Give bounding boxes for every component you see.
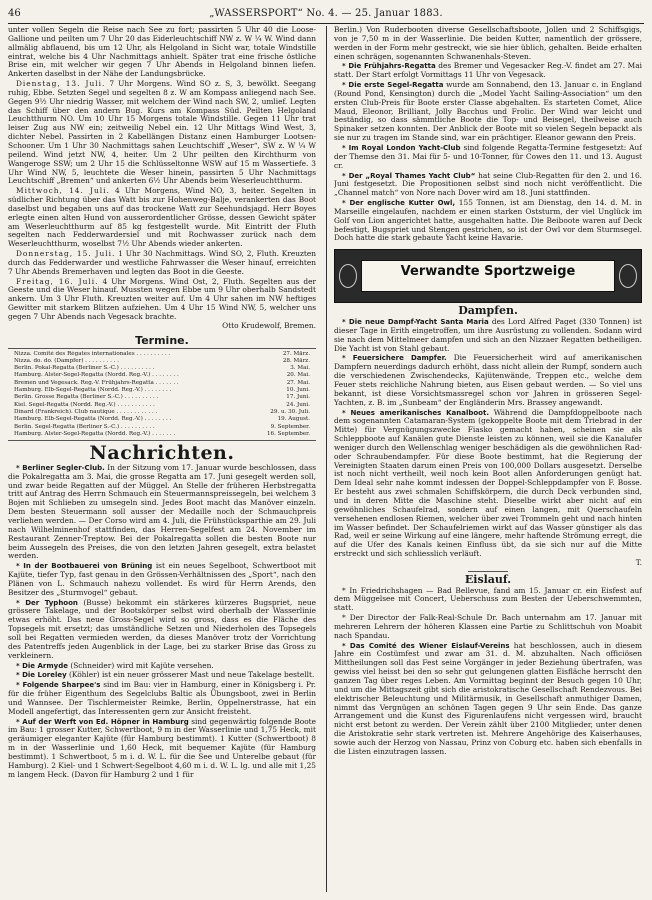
news-item bbox=[8, 671, 316, 680]
section-banner bbox=[334, 249, 642, 303]
news-text: Die Feuersicherheit wird auf amerikanischen Dampfern neuerdings dadurch erhöht, dass nicht allein der Rumpf, sondern auch die verschiedenen Zwischendecks, Kajütenwände, Treppen etc., welche dem Feuer stets reichliche Nahrung bieten, aus Eisen gebaut werden. — So viel uns bekannt, ist diese Vorsichtsmassregel schon vor Jahren in grösseren Segel-Yachten, z. B. im „Sunbeam“ der Engländerin Mrs. Brassey angewandt. bbox=[334, 353, 642, 407]
news-item bbox=[334, 62, 642, 80]
news-text: 155 Tonnen, ist am Dienstag, den 14. d. M. in Marseille eingelaufen, nachdem er einen starken Oststurm, der viel Unglück im Golf von Lion angerichtet hatte, ausgehalten hatte. Die Beiboote waren auf Deck befestigt, Bugspriet und Stengen gestrichen, so ist der Owl vor dem Sturmsegel. Doch hatte die stark gebaute Yacht keine Havarie. bbox=[334, 198, 642, 243]
termine-date: 20. Mai. bbox=[286, 372, 310, 379]
news-lead: * Das Comité des Wiener Eislauf-Vereins bbox=[342, 641, 510, 650]
paragraph-dienstag bbox=[8, 80, 316, 186]
news-text: des Lord Alfred Paget (330 Tonnen) ist dieser Tage in Erith eingetroffen, um ihre Ausrüstung zu vollenden. Sodann wird sie nach dem Mittelmeer dampfen und sich an den Nizzaer Regatten betheiligen. Die Yacht ist von Stahl gebaut. bbox=[334, 317, 642, 353]
news-lead: * Die Loreley bbox=[16, 671, 67, 680]
termine-heading: Termine. bbox=[135, 333, 189, 347]
news-item bbox=[334, 354, 642, 407]
termine-event: Hamburg. Elb-Segel-Regatta (Nordd. Reg.-V.) . . . . . . . . bbox=[14, 416, 172, 423]
running-title: „WASSERSPORT“ No. 4. — 25. Januar 1883. bbox=[209, 8, 443, 19]
termine-date: 27. Mai. bbox=[286, 379, 310, 386]
paragraph-text: 7 Uhr Morgens. Wind SO z. S, 3, bewölkt. Seegang ruhig, Ebbe. Setzten Segel und segelten 8 z. W am Kompass anliegend nach See. Gegen 9½ Uhr niedrig Wasser, mit welchem der Wind nach SW, 2, umlief. Legten das Schiff über den andern Bug. Kurs am Kompass Süd. Peilten Helgoland Leuchtthurm NO. Um 10 Uhr 15 Morgens totale Windstille. Gegen 11 Uhr trat leiser Zug aus NW ein; zeitweilig Nebel ein. 12 Uhr Mittags Wind West, 3, dichter Nebel. Passirten in 2 Kabellängen Distanz einen Hamburger Lootsen-Schooner. Um 1 Uhr 30 Nachmittags sahen Leuchtschiff „Weser“, SW z. W ¼ W peilend. Wind jetzt NW, 4, heiter. Um 2 Uhr peilten den Kirchthurm von Wangeroge SSW; um 2 Uhr 15 die Schlüsseltonne WSW auf 15 m Wassertiefe. 3 Uhr Wind NW, 5, leuchtete die Weser hinein, passirten 5 Uhr Nachmittags Leuchtschiff „Bremen“ und ankerten 6½ Uhr Abends beim Weserleuchtthurm. bbox=[8, 79, 316, 186]
ornament-right-icon bbox=[619, 264, 637, 288]
news-lead: * Der englische Kutter Owl, bbox=[342, 199, 456, 208]
termine-row bbox=[8, 424, 316, 431]
termine-row bbox=[8, 380, 316, 387]
news-text: Während die Dampfdoppelboote nach dem sogenannten Catamaran-System (gekoppelte Boote mit dem Triebrad in der Mitte) für Vergnügungszwecke Fiasko gemacht haben, scheinen sie als Schleppboote auf Kanälen gute Dienste leisten zu können, weil sie die Kanalufer weniger durch den Wellenschlag weniger beschädigen als die gewöhnlichen Rad- oder Schraubendampfer. Für diese Boote bestimmt, hat die Regierung der Vereinigten Staaten darum einen Preis von 100,000 Dollars ausgesetzt. Derselbe ist noch nicht vertheilt, weil noch kein Boot allen Anforderungen genügt hat. Dem Ideal sehr nahe kommt indessen der Doppel-Schleppdampfer von F. Bosse. Er besteht aus zwei schmalen Schiffskörpern, die durch Deck verbunden sind, und in deren Mitte die Maschine steht. Dieselbe wirkt aber nicht auf ein gewöhnliches Schaufelrad, sondern auf einen langen, mit Querschaufeln versehenen endlosen Riemen, welcher über zwei Trommeln geht und nach hinten im Wasser befindet. Der Schaufelriemen wirkt auf das Wasser günstiger als das Rad, weil er seine Wirkung auf eine längere, mehr haftende Strömung erregt, die auf die Ufer des Kanals keinen Einfluss übt, da sie sich nur auf die Mitte erstreckt und sich schliesslich verläuft. bbox=[334, 407, 642, 559]
ornament-left-icon bbox=[339, 264, 357, 288]
news-item bbox=[8, 662, 316, 671]
termine-date: 27. März. bbox=[282, 350, 310, 357]
banner-panel bbox=[361, 260, 615, 292]
newspaper-page bbox=[8, 6, 644, 896]
dampfen-heading: Dampfen. bbox=[458, 304, 518, 318]
date-lead: Mittwoch, 14. Juli. bbox=[16, 186, 110, 196]
news-item bbox=[8, 681, 316, 716]
header-rule bbox=[8, 23, 644, 24]
news-item: * Der Director der Falk-Real-Schule Dr. Bach unternahm am 17. Januar mit mehreren Lehrern der höheren Klassen eine Partie zu Schlittschuh von Moabit nach Spandau. bbox=[334, 613, 642, 640]
news-item bbox=[334, 144, 642, 171]
news-text: hat beschlossen, auch in diesem Jahre ein Costümfest und zwar am 31. d. M. abzuhalten. Nach officiösen Mittheilungen soll das Fest seine Vorgänger in jeder Beziehung übertrafen, was gewiss viel heisst bei den so sehr gut gelungenen glatten Eisfläche herrscht den ganzen Tag über reges Leben. Am Vormittag beginnt der Besuch gegen 10 Uhr, und um die Mittagszeit gibt sich die aristokratische Gesellschaft Rendezvous. Bei elektrischer Beleuchtung und Militärmusik, in Gesellschaft anmuthiger Damen, nimmt das Vergnügen an schönen Tagen gegen 9 Uhr sein Ende. Das ganze Arrangement und die Kunst des Figurenlaufens nicht vergessen wird, braucht nicht erst betont zu werden. Der Verein zählt über 2100 Mitglieder, unter denen die Aristokratie sehr stark vertreten ist. Mehrere Angehörige des Kaiserhauses, sowie auch der Herzog von Nassau, Prinz von Coburg etc. haben sich ebenfalls in die Listen einzutragen lassen. bbox=[334, 640, 642, 756]
termine-date: 24. Juni. bbox=[286, 401, 310, 408]
news-lead: * Der Typhoon bbox=[16, 598, 78, 607]
termine-event: Kiel. Segel-Regatta (Nordd. Reg.-V.) . . . . . . . . . . . bbox=[14, 401, 155, 408]
news-item bbox=[8, 562, 316, 597]
paragraph-freitag bbox=[8, 278, 316, 331]
news-text: sind folgende Regatta-Termine festgesetzt: Auf der Themse den 31. Mai für 5- und 10-Tonner, für Cowes den 11. und 13. August cr. bbox=[334, 142, 642, 170]
column-divider bbox=[326, 26, 327, 892]
banner-title: Verwandte Sportzweige bbox=[400, 264, 576, 280]
termine-row bbox=[8, 431, 316, 438]
right-column bbox=[334, 26, 642, 892]
termine-event: Hamburg. Alster-Segel-Regatta (Nordd. Reg.-V.) . . . . . . . . bbox=[14, 372, 179, 379]
termine-date: 3. Mai. bbox=[290, 365, 310, 372]
news-lead: * Berliner Segler-Club. bbox=[16, 463, 105, 472]
termine-row bbox=[8, 416, 316, 423]
termine-date: 10. Juni. bbox=[286, 387, 310, 394]
paragraph-mittwoch bbox=[8, 187, 316, 249]
news-item bbox=[8, 718, 316, 780]
author-signature: Otto Krudewolf, Bremen. bbox=[222, 320, 316, 330]
page-number: 46 bbox=[8, 8, 21, 19]
eislauf-heading: Eislauf. bbox=[464, 572, 512, 586]
termine-row bbox=[8, 358, 316, 365]
author-signature: T. bbox=[635, 557, 642, 567]
termine-event: Nizza. Comité des Régates internationales . . . . . . . . . . bbox=[14, 350, 171, 357]
news-item bbox=[334, 318, 642, 353]
news-text: (Schneider) wird mit Kajüte versehen. bbox=[67, 660, 214, 670]
section-divider bbox=[468, 571, 508, 572]
paragraph-donnerstag bbox=[8, 250, 316, 277]
news-lead: * Folgende Sharpee's bbox=[16, 681, 101, 690]
termine-row bbox=[8, 402, 316, 409]
news-text: wurde am Sonnabend, den 13. Januar c. in England (Round Pond, Kensington) durch die „Model Yacht Sailing-Association“ um den ersten Club-Preis für Boote erster Classe abgehalten. Es starteten Comet, Alice Maud, Eleonor, Brilliant, Jolly Bacchus und Frolic. Der Wind war leicht und beständig, so dass sämmtliche Boote die Top- und Beisegel, theilweise auch Spinaker setzen konnten. Der Anblick der Boote mit so vielen Segeln bepackt als sie nur zu tragen im Stande sind, war ein prächtiger. Eleanor gewann den Preis. bbox=[334, 80, 642, 143]
termine-event: Berlin. Grosse Regatta (Berliner S.-C.) . . . . . . . . . . bbox=[14, 394, 159, 401]
termine-row bbox=[8, 351, 316, 358]
news-text: sind im Bau: vier in Hamburg, einer in Königsberg i. Pr. für die früher Eigenthum des Segelclubs Baltic als Übungsboot, zwei in Berlin und Wannsee. Der Tischlermeister Reimke, Berlin, Oppelnerstrasse, hat ein Modell angefertigt, das Interessenten gern zur Ansicht freisteht. bbox=[8, 680, 316, 716]
news-text: (Köhler) ist ein neuer grösserer Mast und neue Takelage bestellt. bbox=[66, 670, 315, 680]
paragraph-text: 4 Uhr Morgens. Wind Ost, 2, Fluth. Segelten aus der Geeste und die Weser hinauf. Mussten wegen Ebbe um 9 Uhr oberhalb Sandstedt ankern. Um 3 Uhr Fluth. Kreuzten weiter auf. Um 4 Uhr sahen im NW heftiges Gewitter mit starkem Blitzen aufziehen. Um 4 Uhr 15 Wind NW, 5, welcher uns gegen 7 Uhr Abends nach Vegesack brachte. bbox=[8, 276, 316, 321]
termine-date: 19. August. bbox=[277, 416, 310, 423]
termine-date: 9. September. bbox=[270, 423, 310, 430]
termine-table bbox=[8, 348, 316, 442]
termine-event: Berlin. Pokal-Regatta (Berliner S.-C.) . . . . . . . . . . bbox=[14, 365, 155, 372]
news-text: des Bremer und Vegesacker Reg.-V. findet am 27. Mai statt. Der Start erfolgt Vormittags 11 Uhr von Vegesack. bbox=[334, 61, 642, 80]
news-lead: * Im Royal London Yacht-Club bbox=[342, 143, 461, 152]
termine-event: Bremen und Vegesack. Reg.-V. Frühjahrs-Regatta . . . . . . . bbox=[14, 379, 179, 386]
news-lead: * Die erste Segel-Regatta bbox=[342, 81, 444, 90]
termine-row bbox=[8, 372, 316, 379]
date-lead: Donnerstag, 15. Juli. bbox=[16, 249, 116, 259]
news-text: In der Sitzung vom 17. Januar wurde beschlossen, dass die Pokalregatta am 3. Mai, die grosse Regatta am 17. Juni gesegelt werden soll, und zwar beide Regatten auf der Müggel. An Stelle der früheren Herbstregatta tritt auf Antrag des Herrn Schmauch ein Steuermannspreissegeln, bei welchem 3 Bojen mit Schlieben zu umsegeln sind. Jedes Boot macht das Manöver einzeln. Dem besten Steuermann soll ausser der Medaille noch der Schmauchpreis verliehen werden. — Der Corso wird am 4. Juli, die Frühstücksparthie am 29. Juli nach Wilhelminenhof stattfinden, das Herren-Segelfest am 24. November im Restaurant Zenner-Treptow. Bei der Pokalregatta sollen die besten Boote nur beim Aussegeln des Preises, die von den letzten Jahren gesegelt, extra belastet werden. bbox=[8, 462, 316, 561]
date-lead: Dienstag, 13. Juli. bbox=[16, 79, 106, 89]
news-lead: * Die neue Dampf-Yacht Santa Maria bbox=[342, 318, 489, 327]
termine-event: Hamburg. Alster-Segel-Regatta (Nordd. Reg.-V.) . . . . . . . bbox=[14, 430, 176, 437]
paragraph-text: 1 Uhr 30 Nachmittags. Wind SO, 2, Fluth. Kreuzten durch das Fedderwarder und westliche Fahrwasser die Weser hinauf, erreichten 7 Uhr Abends Bremerhaven und legten das Boot in die Geeste. bbox=[8, 249, 316, 276]
termine-date: 29. u. 30. Juli. bbox=[270, 408, 310, 415]
termine-row bbox=[8, 394, 316, 401]
paragraph-continued: Berlin.) Von Ruderbooten diverse Gesellschaftsboote, Jollen und 2 Schiffsgigs, von je 7,50 m in der Wasserlinie. Die beiden Kutter, namentlich der grössere, werden in der Form mehr gestreckt, wie sie hier üblich, gehalten. Beide erhalten einen schrägen, sogenannten Schwanenhals-Steven. bbox=[334, 26, 642, 61]
news-lead: * Feuersichere Dampfer. bbox=[342, 354, 447, 363]
date-lead: Freitag, 16. Juli. bbox=[16, 276, 99, 286]
left-column bbox=[8, 26, 316, 892]
termine-row bbox=[8, 365, 316, 372]
news-lead: * Auf der Werft von Ed. Höpner in Hamburg bbox=[16, 717, 189, 726]
nachrichten-heading: Nachrichten. bbox=[89, 442, 235, 465]
news-item bbox=[334, 642, 642, 757]
termine-row bbox=[8, 409, 316, 416]
news-item bbox=[8, 464, 316, 561]
termine-date: 16. September. bbox=[267, 430, 310, 437]
news-text: (Busse) bekommt ein stärkeres kürzeres Bugspriet, neue grössere Takelage, und der Bootskörper selbst wird oberhalb der Wasserlinie etwas erhöht. Das neue Gross-Segel wird so gross, dass es die Fläche des Topsegels mit ersetzt; das umständliche Setzen und Niederholen des Topsegels soll bei Regatten vermieden werden, da dieses Manöver trotz der Vorrichtung des Patentreffs jeden Augenblick in der Lage, bei zu starker Brise das Gross zu verkleinern. bbox=[8, 597, 316, 660]
news-lead: * Neues amerikanisches Kanalboot. bbox=[342, 408, 489, 417]
news-text: ist ein neues Segelboot, Schwertboot mit Kajüte, tiefer Typ, fast genau in den Grössen-Verhältnissen des „Sport“, nach den Plänen von L. Schmauch nahezu vollendet. Es wird für Herrn Arends, den Besitzer des „Sturmvogel“ gebaut. bbox=[8, 561, 316, 597]
termine-event: Berlin. Segel-Regatta (Berliner S.-C.) . . . . . . . . . . bbox=[14, 423, 155, 430]
termine-date: 17. Juni. bbox=[286, 394, 310, 401]
termine-date: 28. März. bbox=[282, 357, 310, 364]
news-item: * In Friedrichshagen — Bad Bellevue, fand am 15. Januar cr. ein Eisfest auf dem Müggelsee mit Concert, Ueberschuss zum Besten der Ueberschwemmten, statt. bbox=[334, 585, 642, 613]
news-item bbox=[334, 199, 642, 243]
news-item bbox=[334, 81, 642, 143]
news-item bbox=[334, 409, 642, 568]
running-header bbox=[8, 6, 644, 22]
news-text: hat seine Club-Regatten für den 2. und 16. Juni festgesetzt. Die Propositionen selbst sind noch nicht veröffentlicht. Die „Channel match“ von Nore nach Dover wird am 18. Juni stattfinden. bbox=[334, 170, 642, 198]
news-item bbox=[334, 172, 642, 199]
news-item bbox=[8, 599, 316, 661]
paragraph-text: 4 Uhr Morgens, Wind NO, 3, heiter. Segelten in südlicher Richtung über das Watt bis zur Hohenweg-Balje, verankerten das Boot daselbst und begaben uns auf das trockene Watt zur Seehundsjagd. Herr Boyes erlegte einen alten Hund von ausserordentlicher Grösse, dessen Gewicht später am Weserleuchtthurm auf 85 kg festgestellt wurde. Mit Eintritt der Fluth segelten nach Fedderwardersiel und mit Rochwasser zurück nach dem Weserleuchtthurm, woselbst 7½ Uhr Abends wieder ankerten. bbox=[8, 186, 316, 249]
paragraph-intro: unter vollen Segeln die Reise nach See zu fort; passirten 5 Uhr 40 die Loose-Gallione und peilten um 7 Uhr 20 das Eiderleuchtschiff NW z. W ¼ W. Wind dann allmälig abflauend, bis um 12 Uhr, als Helgoland in Sicht war, totale Windstille eintrat, welche bis 4 Uhr Nachmittags anhielt. Später trat eine frische östliche Brise ein, mit welcher wir gegen 7 Uhr Abends in Helgoland binnen liefen. Ankerten daselbst in der Nähe der Landungsbrücke. bbox=[8, 26, 316, 79]
termine-event: Nizza. do. do. (Dampfer) . . . . . . . . . . bbox=[14, 357, 119, 364]
news-lead: * Die Armyde bbox=[16, 661, 68, 670]
termine-row bbox=[8, 387, 316, 394]
news-lead: * Die Frühjahrs-Regatta bbox=[342, 62, 436, 71]
news-lead: * In der Bootbauerei von Brüning bbox=[16, 562, 153, 571]
termine-event: Dinard (Frankreich). Club nautique . . . . . . . . . . . . bbox=[14, 408, 158, 415]
news-text: sind gegenwärtig folgende Boote im Bau: 1 grosser Kutter, Schwertboot, 9 m in der Wasserlinie und 1,75 Heck, mit geräumiger eleganter Kajüte (für Hamburg bestimmt). 1 Kutter (Schwertboot) 8 m in der Wasserlinie und 1,60 Heck, mit bequemer Kajüte (für Hamburg bestimmt). 1 Schwertboot, 5 m i. d. W. L. für die See und Unterelbe gebaut (für Hamburg). 2 Kiel- und 1 Schwert-Segelboot 4,60 m i. d. W. L. lg. und alle mit 1,25 m langem Heck. (Davon für Hamburg 2 und 1 für bbox=[8, 716, 316, 779]
termine-event: Hamburg. Elb-Segel-Regatta (Nordd. Reg.-V.) . . . . . . . . bbox=[14, 387, 172, 394]
news-lead: * Der „Royal Thames Yacht Club“ bbox=[342, 171, 476, 180]
